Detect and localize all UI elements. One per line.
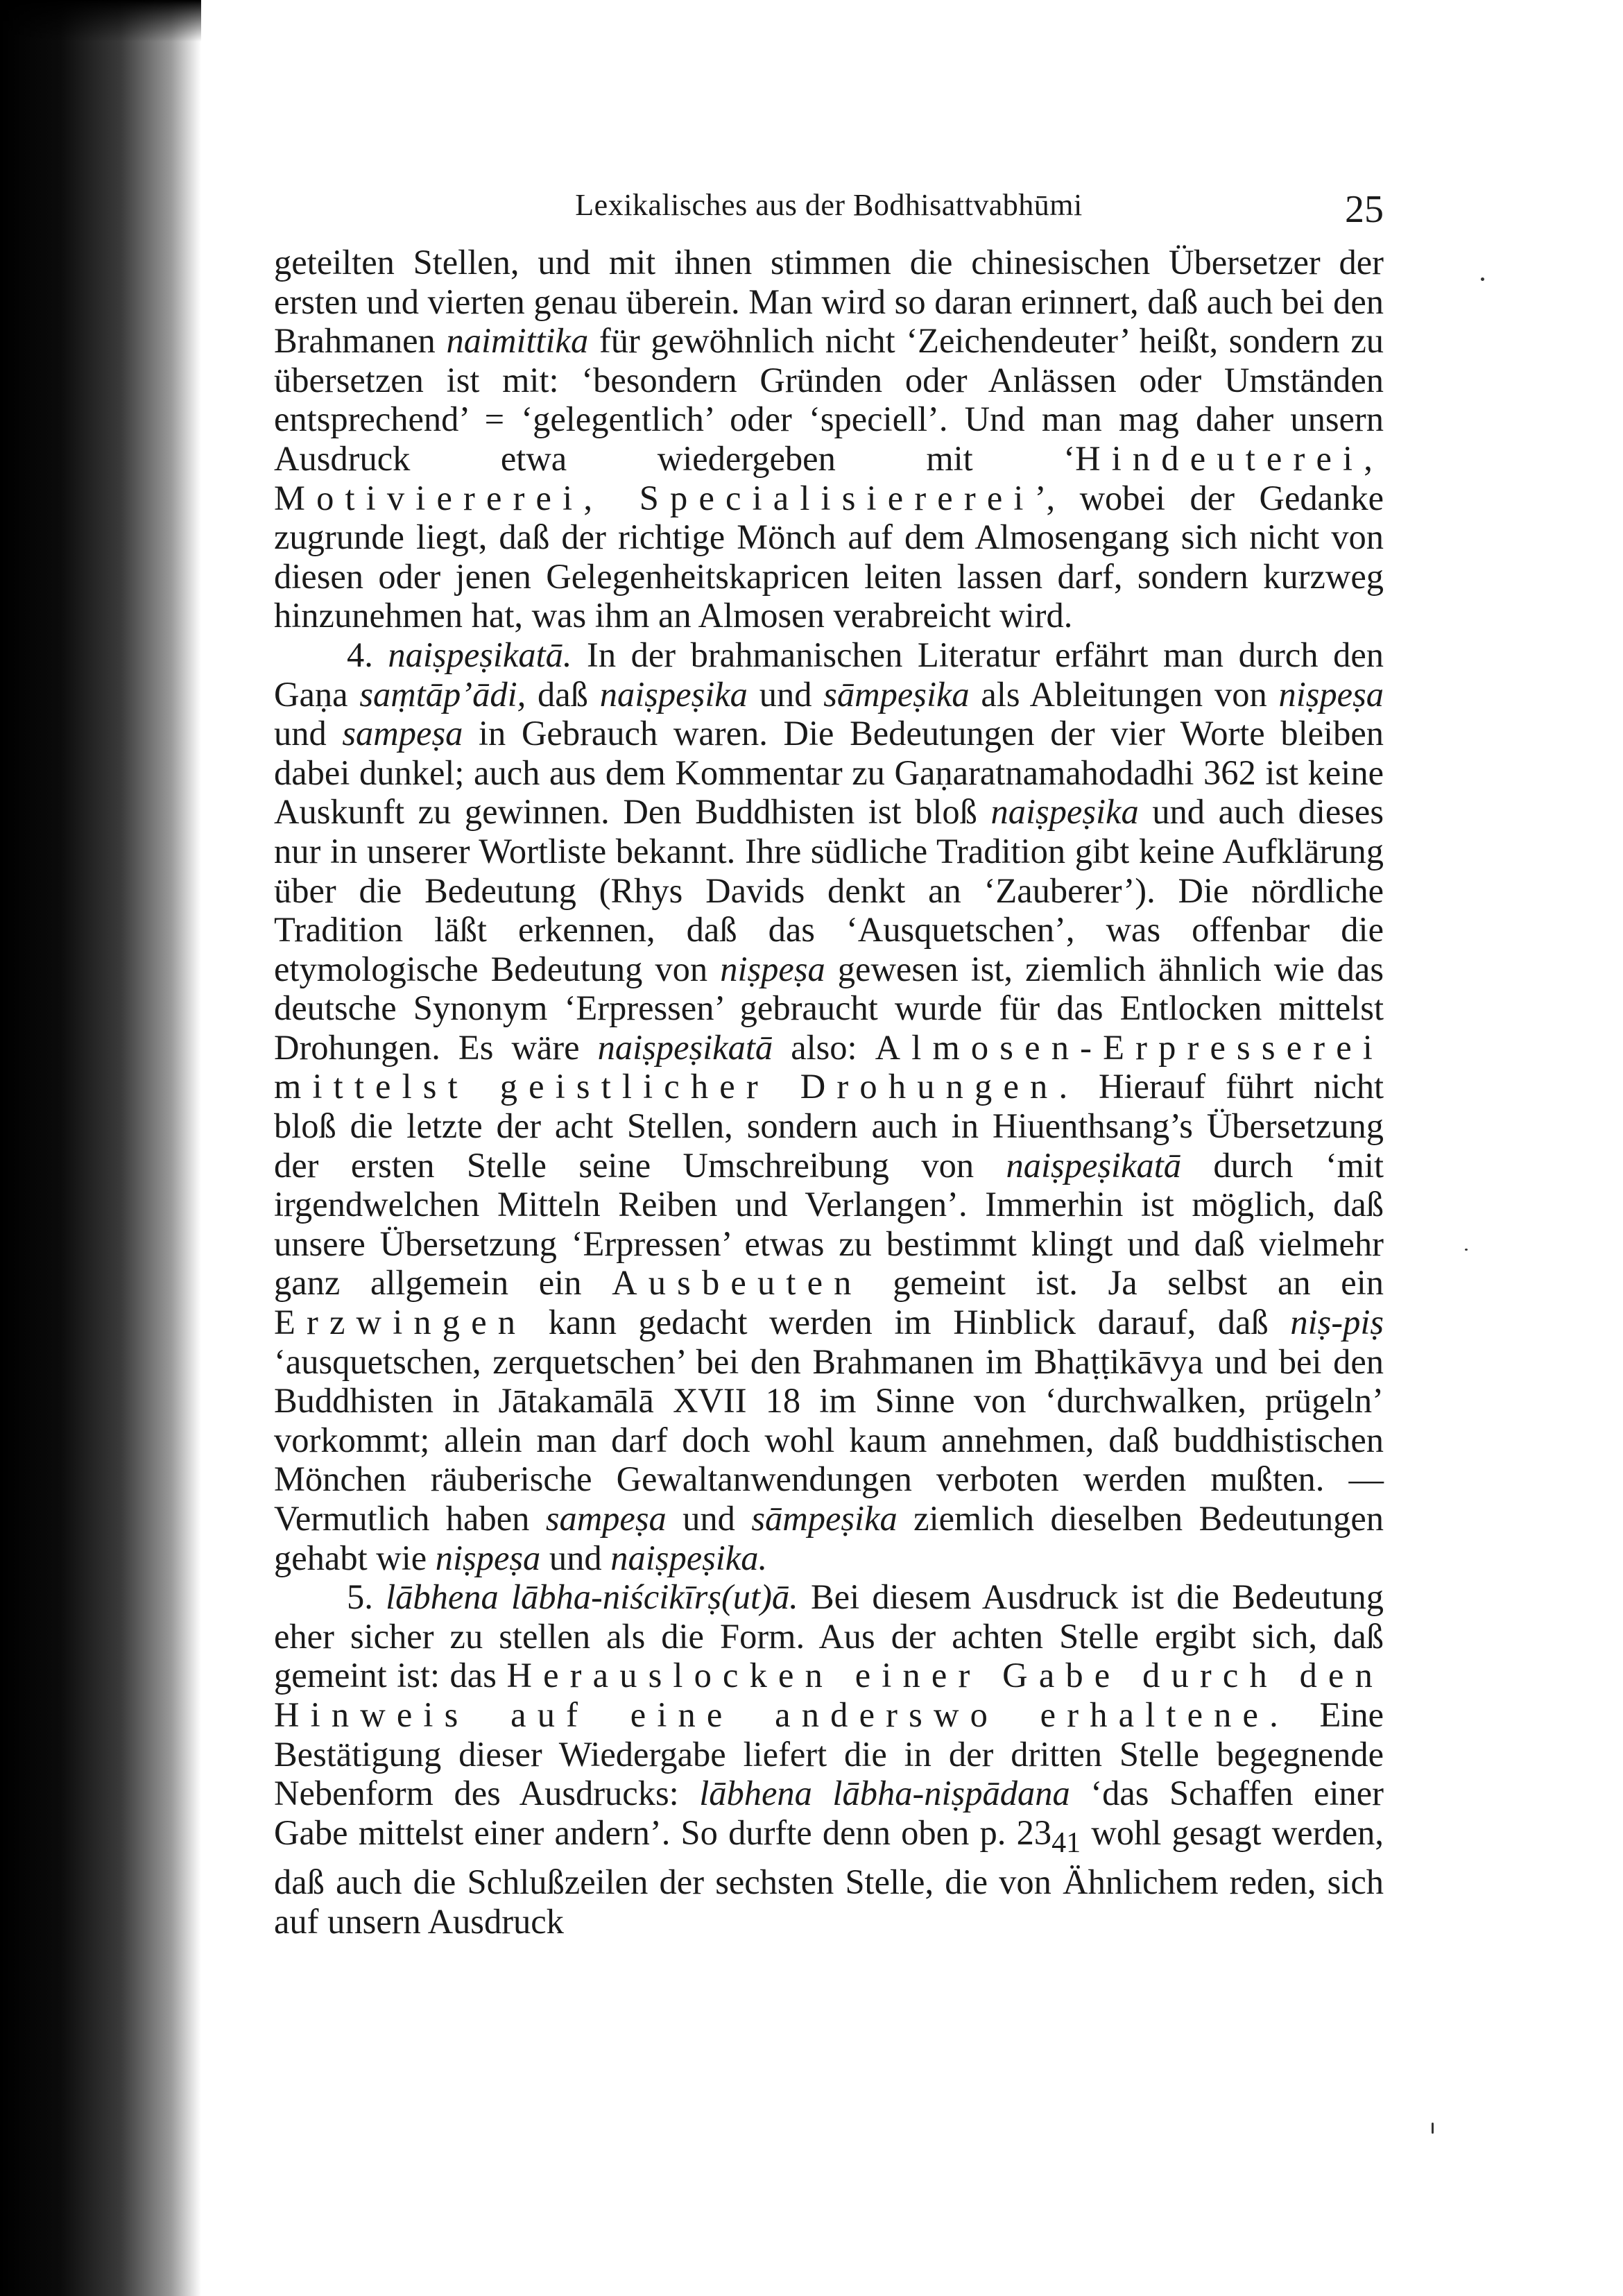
running-title: Lexikalisches aus der Bodhisattvabhūmi — [575, 188, 1083, 222]
text-run: daß — [526, 674, 600, 714]
italic-term: niṣ-piṣ — [1290, 1303, 1384, 1342]
italic-term: sāmpeṣika — [751, 1499, 898, 1538]
text-run: und — [274, 714, 343, 753]
text-run: gewesen ist, ziemlich ähnlich wie das deutsche Synonym ‘Erpressen’ gebraucht wurde für das Entlocken mittelst Drohungen. Es wäre — [274, 949, 1384, 1067]
text-run: für gewöhnlich nicht ‘Zeichendeuter’ heißt, sondern zu übersetzen ist mit: ‘besondern Gründen oder Anlässen oder Umständen entsprechend’ = ‘gelegentlich’ oder ‘speciell’. Und man mag daher unsern Ausdruck etwa wiedergeben mit ‘ — [274, 321, 1384, 478]
paragraph — [274, 1577, 1384, 1941]
italic-term: sampeṣa — [342, 714, 463, 753]
italic-term: naimittika — [446, 321, 589, 361]
text-run: In der brahmanischen Literatur erfährt man durch den Gaṇa — [274, 635, 1384, 714]
text-run: und — [540, 1538, 611, 1577]
text-run: ‘ausquetschen, zerquetschen’ bei den Brahmanen im Bhaṭṭikāvya und bei den Buddhisten in Jātakamālā XVII 18 im Sinne von ‘durchwalken, prügeln’ vorkommt; allein man darf doch wohl kaum annehmen, daß buddhistischen Mönchen räuberische Gewaltanwendungen verboten werden mußten. — Vermutlich haben — [274, 1342, 1384, 1538]
text-run: und auch dieses nur in unserer Wortliste bekannt. Ihre südliche Tradition gibt keine Aufklärung über die Bedeutung (Rhys Davids denkt an ‘Zauberer’). Die nördliche Tradition läßt erkennen, daß das ‘Ausquetschen’, was offenbar die etymologische Bedeutung von — [274, 792, 1384, 988]
italic-term: niṣpeṣa — [435, 1538, 541, 1577]
italic-term: lābhena lābha-niṣpādana — [699, 1774, 1070, 1813]
text-run: also: — [773, 1027, 875, 1067]
spaced-emphasis: Erzwingen — [274, 1303, 527, 1342]
italic-term: naiṣpeṣika — [599, 674, 748, 714]
italic-term: lābhena lābha-niścikīrṣ(ut)ā. — [386, 1577, 798, 1617]
scan-speck — [1432, 2123, 1434, 2134]
text-run: und — [666, 1499, 752, 1538]
text-run: 4. — [347, 635, 388, 674]
text-run: gemeint ist. Ja selbst an ein — [862, 1263, 1384, 1303]
spaced-emphasis: Ausbeuten — [612, 1263, 863, 1303]
text-run: als Ableitungen von — [969, 674, 1279, 714]
text-run: in Gebrauch waren. Die Bedeutungen der vier Worte bleiben dabei dunkel; auch aus dem Kommentar zu Gaṇaratnamahodadhi 362 ist keine Auskunft zu gewinnen. Den Buddhisten ist bloß — [274, 714, 1384, 832]
italic-term: niṣpeṣa — [720, 949, 825, 988]
italic-term: naiṣpeṣika — [990, 792, 1139, 832]
page — [274, 187, 1384, 1942]
subscript: 41 — [1051, 1826, 1081, 1859]
scan-speck — [1465, 1249, 1468, 1251]
paragraph — [274, 635, 1384, 1577]
page-number: 25 — [1345, 188, 1384, 231]
spaced-emphasis: Hindeuterei, Motiviererei, Specialisiererei — [274, 438, 1384, 517]
text-run: geteilten Stellen, und mit ihnen stimmen die chinesischen Übersetzer der ersten und vierten genau überein. Man wird so daran erinnert, daß auch bei den Brahmanen — [274, 243, 1384, 361]
text-run: ‘das Schaffen einer Gabe mittelst einer andern’. So durfte denn oben p. 23 — [274, 1774, 1384, 1852]
italic-term: sampeṣa — [545, 1499, 667, 1538]
italic-term: naiṣpeṣikatā. — [388, 635, 572, 674]
text-run: Hierauf führt nicht bloß die letzte der acht Stellen, sondern auch in Hiuenthsang’s Übersetzung der ersten Stelle seine Umschreibung von — [274, 1067, 1384, 1185]
spaced-emphasis: Herauslocken einer Gabe durch den Hinweis auf eine anderswo erhaltene. — [274, 1656, 1384, 1734]
italic-term: naiṣpeṣikatā — [1006, 1145, 1181, 1185]
text-run: 5. — [347, 1577, 386, 1617]
italic-term: sāmpeṣika — [823, 674, 970, 714]
spaced-emphasis: Almosen-Erpresserei mittelst geistlicher Drohungen. — [274, 1027, 1384, 1106]
text-run: wohl gesagt werden, daß auch die Schlußzeilen der sechsten Stelle, die von Ähnlichem reden, sich auf unsern Ausdruck — [274, 1813, 1384, 1942]
text-run: Eine Bestätigung dieser Wiedergabe liefert die in der dritten Stelle begegnende Nebenform des Ausdrucks: — [274, 1695, 1384, 1813]
text-run: durch ‘mit irgendwelchen Mitteln Reiben und Verlangen’. Immerhin ist möglich, daß unsere Übersetzung ‘Erpressen’ etwas zu bestimmt klingt und daß vielmehr ganz allgemein ein — [274, 1145, 1384, 1303]
italic-term: saṃtāp’ādi, — [359, 674, 526, 714]
text-run: kann gedacht werden im Hinblick darauf, daß — [526, 1303, 1291, 1342]
italic-term: naiṣpeṣikatā — [597, 1027, 773, 1067]
binding-shadow-top — [0, 0, 201, 42]
body-text — [274, 243, 1384, 1942]
running-head — [274, 187, 1384, 243]
text-run: Bei diesem Ausdruck ist die Bedeutung eher sicher zu stellen als die Form. Aus der achten Stelle ergibt sich, daß gemeint ist: das — [274, 1577, 1384, 1695]
text-run: und — [747, 674, 824, 714]
italic-term: niṣpeṣa — [1278, 674, 1384, 714]
paragraph — [274, 243, 1384, 635]
scan-speck — [1481, 277, 1484, 281]
text-run: ’, wobei der Gedanke zugrunde liegt, daß der richtige Mönch auf dem Almosengang sich nicht von diesen oder jenen Gelegenheitskapricen leiten lassen darf, sondern kurzweg hinzunehmen hat, was ihm an Almosen verabreicht wird. — [274, 478, 1384, 635]
italic-term: naiṣpeṣika. — [610, 1538, 768, 1577]
text-run: ziemlich dieselben Bedeutungen gehabt wie — [274, 1499, 1384, 1577]
binding-shadow — [0, 0, 201, 2296]
